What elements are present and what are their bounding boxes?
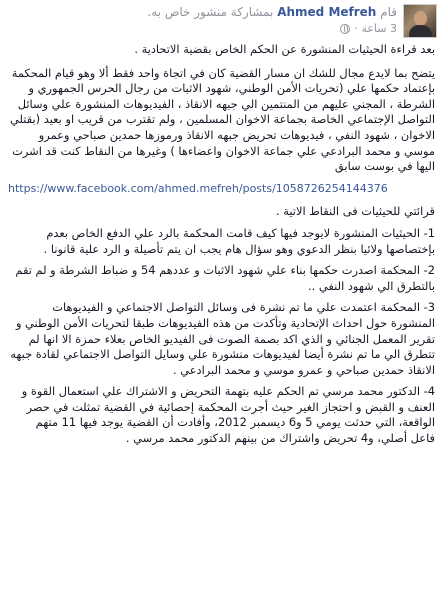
byline-prefix: قام bbox=[380, 5, 397, 19]
globe-icon[interactable] bbox=[340, 24, 350, 34]
author-name-link[interactable]: Ahmed Mefreh bbox=[277, 5, 377, 19]
post-byline bbox=[147, 5, 397, 19]
post-meta: 3 ساعة · bbox=[340, 22, 397, 35]
byline-suffix: بمشاركة منشور خاص به. bbox=[147, 5, 274, 19]
post-intro: بعد قراءة الحيثيات المنشورة عن الحكم الخاص بقضية الاتحادية . bbox=[134, 42, 435, 56]
point-3: 3- المحكمة اعتمدت علي ما تم نشرة فى وسائل التواصل الاجتماعي و الفيديوهات المنشورة حول احداث الإتحادية وتأكدت من هذه الفيديوهات طبقا لتحريات الأمن الوطني و تقرير المعمل الجنائي و الذي اكد بصمة الصوت فى الفيديو الخاص بعلاء حمزة الا انها لم تتطرق الي ما تم نشرة أيضا لفيديوهات منشورة علي وسايل التواصل الاجتماعي لقادة جبهه الانقاذ حمدين صباحي و عمرو موسي و محمد البرادعي . bbox=[10, 300, 435, 377]
post-link[interactable]: https://www.facebook.com/ahmed.mefreh/posts/1058726254144376 bbox=[8, 181, 388, 195]
point-4: 4- الدكتور محمد مرسي تم الحكم عليه بتهمة التحريض و الاشتراك علي استعمال القوة و العنف و القبض و احتجاز الغير حيث أجرت المحكمة إحصائية في القضية تمثلت في حصر الواقعة، التي حدثت يومي 5 و6 ديسمبر 2012، وأفادت أن القضية يوجد فيها 11 متهم فاعل أصلي، و4 تحريض واشتراك من بينهم الدكتور محمد مرسي . bbox=[21, 384, 435, 446]
post-paragraph: يتضح بما لايدع مجال للشك ان مسار القضية كان في اتجاة واحد فقط ألا وهو قيام المحكمة بإعتماد حكمها علي (تحريات الأمن الوطني، شهود الاثبات من رجال الحرس الجمهوري و الشرطة ، المجني عليهم من المنتمين الي جبهه الانقاذ ، الفيديوهات المنشورة علي وسائل التواصل الإجتماعي الخاصة بجماعة الاخوان المسلمين ، ولم تقترب من قريب او بعيد (بقتلي الاخوان ، شهود النفي ، فيديوهات تحريض جبهه الانقاذ ورموزها حمدين صباحي وعمرو موسي و محمد البرادعي علي جماعة الاخوان واعضاءها ) وغيرها من النقاط كنت قد اشرت اليها في بوست سابق bbox=[10, 65, 435, 174]
point-2: 2- المحكمة اصدرت حكمها بناء علي شهود الاثبات و عددهم 54 و ضباط الشرطة و لم تقم بالتطرق الي شهود النفي .. bbox=[15, 263, 435, 293]
author-avatar[interactable] bbox=[403, 4, 437, 38]
list-title: قرائتي للحيثيات فى النقاط الاتية . bbox=[276, 204, 435, 219]
point-1: 1- الحيثيات المنشورة لايوجد فيها كيف قامت المحكمة بالرد علي الدفع الخاص بعدم بإختصاصها ولائيا بنظر الدعوي وهو سؤال هام يجب ان يتم تأصيلة و الرد علية قانونا . bbox=[43, 225, 435, 256]
post-body bbox=[8, 42, 435, 453]
post-timestamp[interactable]: 3 ساعة bbox=[361, 22, 397, 35]
post-header bbox=[0, 4, 441, 40]
